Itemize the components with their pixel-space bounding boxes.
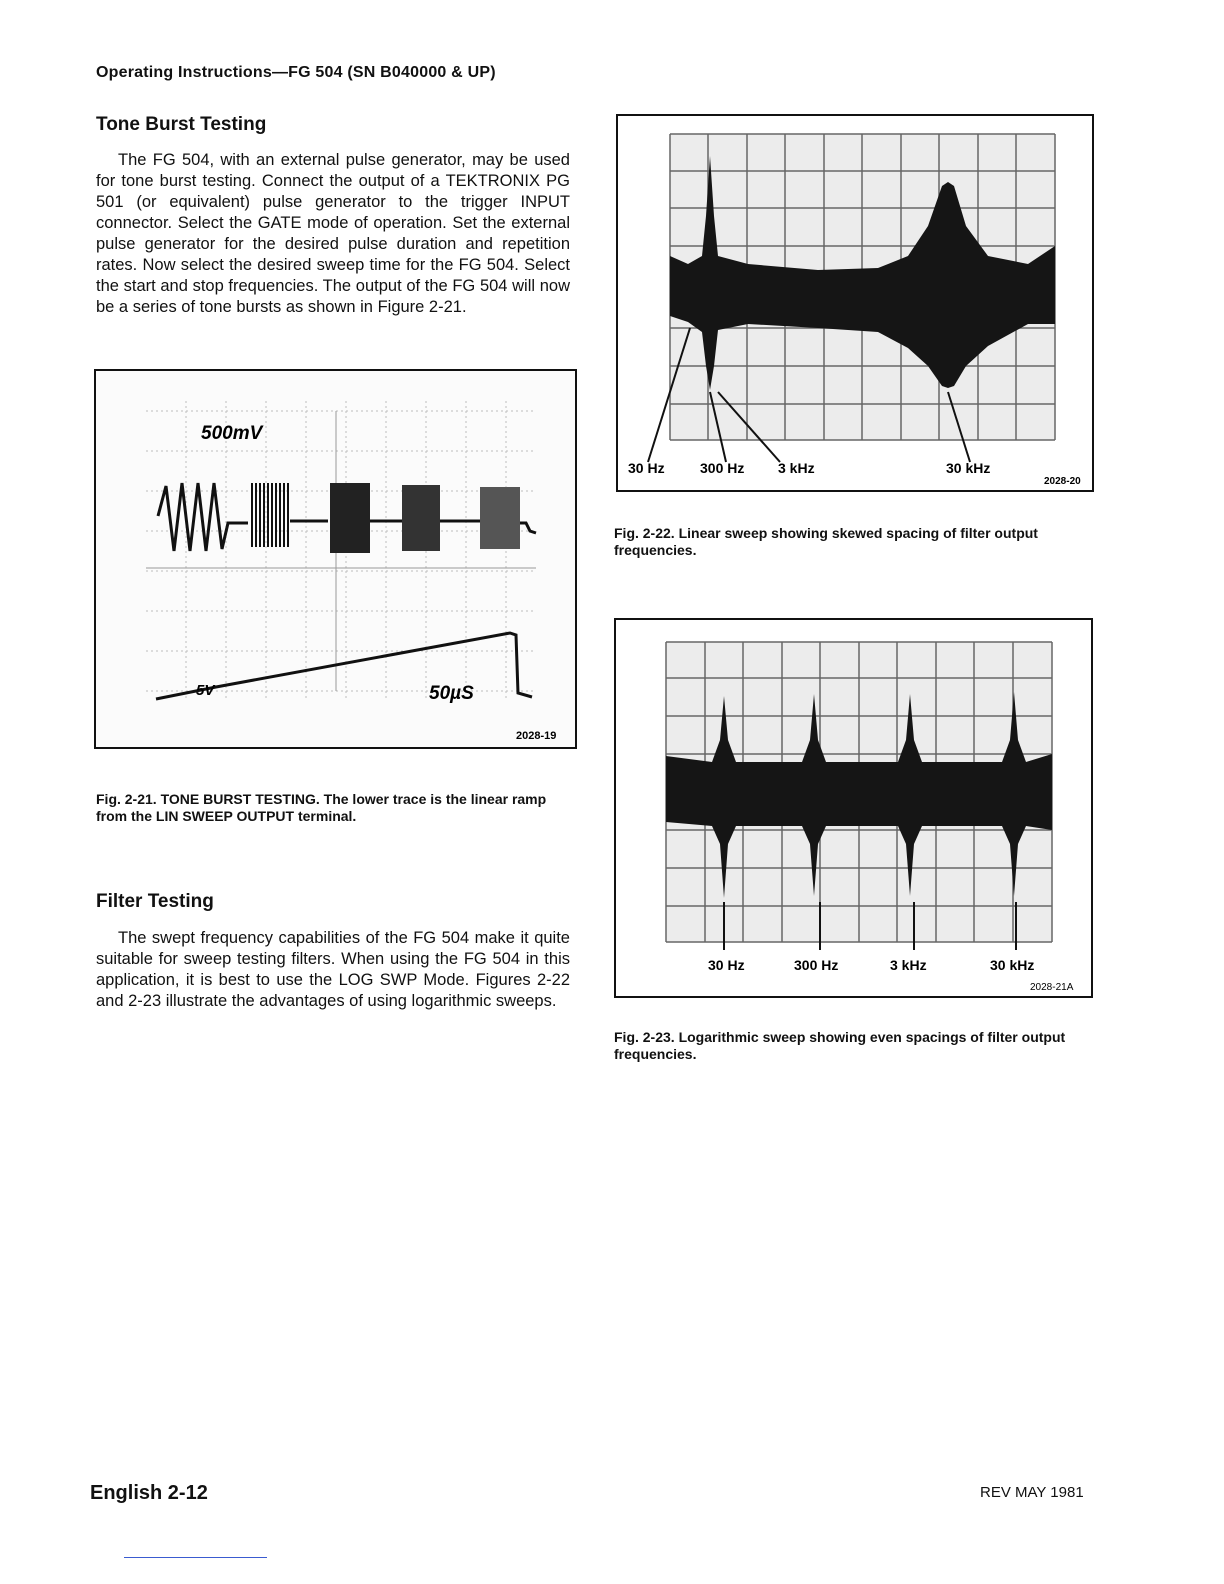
tone-burst-text: The FG 504, with an external pulse generator, may be used for tone burst testing. Connect the output of a TEKTRONIX PG 501 (or equivalent) pulse generator to the trigger INPUT connector. Select the GATE mode of operation. Set the external pulse generator for the desired pulse duration and repetition rates. Now select the desired sweep time for the FG 504. Select the start and stop frequencies. The output of the FG 504 will now be a series of tone bursts as shown in Figure 2-21. bbox=[96, 151, 570, 316]
freq-label-3khz: 3 kHz bbox=[778, 460, 815, 476]
freq-label-300hz: 300 Hz bbox=[794, 957, 839, 973]
figure-2-21 bbox=[94, 369, 577, 749]
figure-id: 2028-19 bbox=[516, 730, 557, 742]
freq-label-30hz: 30 Hz bbox=[708, 957, 745, 973]
figure-2-23-caption: Fig. 2-23. Logarithmic sweep showing even spacings of filter output frequencies. bbox=[614, 1029, 1066, 1062]
figure-2-21-caption: Fig. 2-21. TONE BURST TESTING. The lower trace is the linear ramp from the LIN SWEEP OUTPUT terminal. bbox=[96, 791, 547, 824]
ramp-label: 5V bbox=[196, 682, 215, 699]
voltage-label: 500mV bbox=[201, 423, 263, 444]
figure-2-22-caption: Fig. 2-22. Linear sweep showing skewed spacing of filter output frequencies. bbox=[614, 525, 1038, 558]
linear-sweep-scope-image bbox=[618, 116, 1092, 490]
figure-id: 2028-21A bbox=[1030, 982, 1074, 993]
tone-burst-scope-image bbox=[96, 371, 575, 747]
log-sweep-scope-image bbox=[616, 620, 1091, 996]
filter-testing-paragraph bbox=[96, 928, 570, 1012]
figure-id: 2028-20 bbox=[1044, 476, 1081, 487]
running-header: Operating Instructions—FG 504 (SN B040000 & UP) bbox=[96, 64, 496, 81]
tone-burst-heading: Tone Burst Testing bbox=[96, 114, 267, 135]
filter-testing-heading: Filter Testing bbox=[96, 891, 214, 912]
filter-testing-text: The swept frequency capabilities of the FG 504 make it quite suitable for sweep testing filters. When using the FG 504 in this application, it is best to use the LOG SWP Mode. Figures 2-22 and 2-23 illustrate the advantages of using logarithmic sweeps. bbox=[96, 929, 570, 1010]
freq-label-3khz: 3 kHz bbox=[890, 957, 927, 973]
footer-rule bbox=[124, 1557, 267, 1558]
freq-label-300hz: 300 Hz bbox=[700, 460, 745, 476]
figure-2-23 bbox=[614, 618, 1093, 998]
revision-date: REV MAY 1981 bbox=[980, 1484, 1084, 1501]
figure-2-22 bbox=[616, 114, 1094, 492]
page-number: English 2-12 bbox=[90, 1482, 208, 1504]
tone-burst-paragraph bbox=[96, 150, 570, 318]
time-label: 50µS bbox=[429, 683, 474, 704]
freq-label-30hz: 30 Hz bbox=[628, 460, 665, 476]
freq-label-30khz: 30 kHz bbox=[990, 957, 1035, 973]
freq-label-30khz: 30 kHz bbox=[946, 460, 991, 476]
